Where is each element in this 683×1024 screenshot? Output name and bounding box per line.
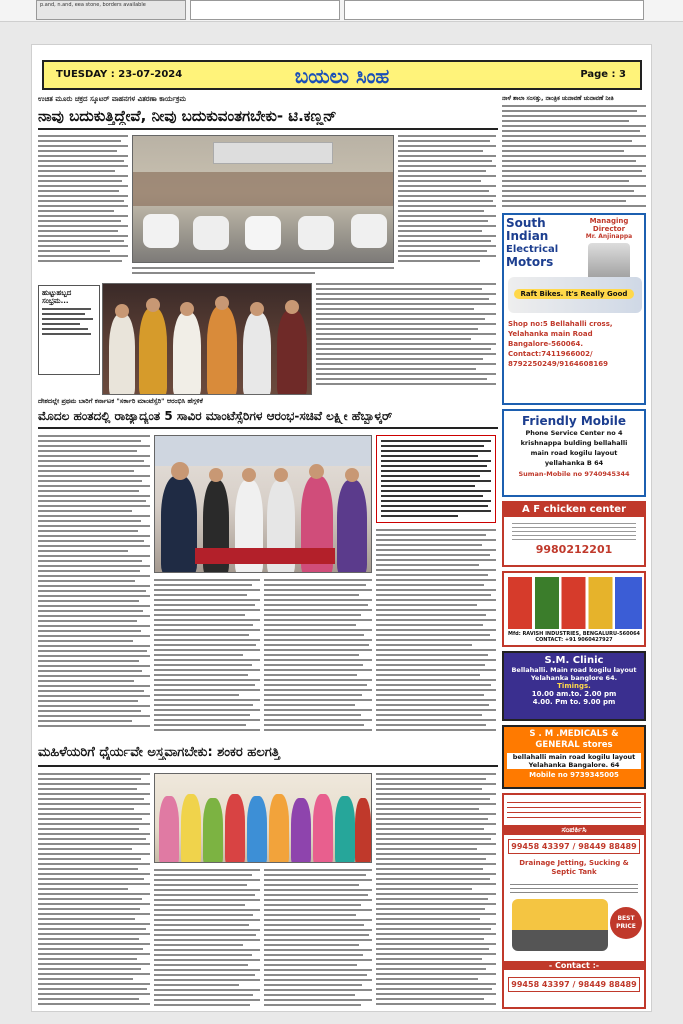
story1-kicker: ಉಚಿತ ಮೂರು ಚಕ್ರದ ಸ್ಕೂಟರ್ ವಾಹನಗಳ ವಿತರಣಾ ಕಾರ್ಯಕ್ರಮ	[38, 95, 187, 103]
story2-kicker: ದೇಶದಲ್ಲೇ ಪ್ರಥಮ ಬಾರಿಗೆ ಕರ್ನಾಟಕ "ಸರ್ಕಾರಿ ಮಾಂಟೆಸ್ಸೆರಿ" ಆರಂಭಿಸಿ ಹೆಗ್ಗಳಿಕೆ	[38, 397, 203, 405]
masthead	[42, 60, 642, 90]
strip-snippet: p.and, n.and, eea stone, borders available	[40, 2, 146, 8]
ad-medicals-mobile: Mobile no 9739345005	[529, 771, 619, 779]
ad-ravish-industries[interactable]	[502, 571, 646, 647]
newspaper-page	[31, 44, 652, 1012]
ad-mobile-contact: Suman-Mobile no 9740945344	[518, 470, 630, 478]
ad-drainage-contact-label-2: - Contact :-	[504, 961, 644, 970]
sidebar-body	[502, 105, 646, 215]
ad-chicken-center[interactable]	[502, 501, 646, 567]
ad-ravish-caption: Mfd: RAVISH INDUSTRIES, BENGALURU-560064 CONTACT: +91 9060427927	[507, 631, 641, 643]
ad-sie-name-2: Indian	[506, 229, 549, 243]
ad-sie-name-4: Motors	[506, 255, 554, 269]
ad-clinic-timing-1: 10.00 am.to. 2.00 pm	[531, 690, 617, 698]
story1-body-col3	[398, 135, 496, 270]
ad-sie-address-5: 8792250249/9164608169	[508, 360, 608, 368]
sidebar-kicker: ನಾಳೆ ಶಾಲಾ ಸಂಸತ್ತು, ನಾಂತ್ರಿಕ ಚುನಾವಣೆ ಚುನಾವಣೆ ನೀತಿ	[502, 95, 614, 102]
story3-body-col4	[376, 773, 496, 1009]
ad-sie-address-3: Bangalore-560064.	[508, 340, 583, 348]
ad-drainage-phone: 99458 43397 / 98449 88489	[508, 839, 640, 854]
ad-sie-name-1: South	[506, 216, 546, 230]
story3-body-col1	[38, 773, 150, 1009]
story3-photo-group	[154, 773, 372, 863]
ad-mobile-line-2: krishnappa bulding bellahalli	[520, 439, 628, 447]
ad-friendly-mobile[interactable]	[502, 409, 646, 497]
ad-sm-clinic[interactable]	[502, 651, 646, 721]
ad-drainage-service: Drainage Jetting, Sucking & Septic Tank	[519, 859, 629, 876]
strip-clip-left	[36, 0, 186, 20]
ad-chicken-details	[512, 520, 636, 540]
story2-highlight-box	[376, 435, 496, 523]
strip-clip-center	[190, 0, 340, 20]
ad-mobile-line-4: yellahanka B 64	[544, 459, 604, 467]
story1-rule	[38, 128, 498, 130]
story1-photo-scooters	[132, 135, 394, 263]
ad-mobile-name: Friendly Mobile	[522, 414, 626, 428]
story3-body-col2	[154, 869, 260, 1009]
masthead-title: ಬಯಲು ಸಿಂಹ	[294, 64, 390, 88]
ad-sie-address-1: Shop no:5 Bellahalli cross,	[508, 320, 613, 328]
story1-headline: ನಾವು ಬದುಕುತ್ತಿದ್ದೇವೆ, ನೀವು ಬದುಕುವಂತಗಬೇಕು- ಟಿ.ಕಣ್ಣನ್	[38, 107, 337, 125]
ad-chicken-phone: 9980212201	[535, 543, 613, 556]
ad-drainage-details	[510, 881, 638, 893]
top-strip	[0, 0, 683, 22]
caption-line-1: ಹುಟ್ಟುಹಬ್ಬದ	[42, 289, 72, 297]
ad-mobile-line-1: Phone Service Center no 4	[525, 429, 623, 437]
story3-headline: ಮಹಿಳೆಯರಿಗೆ ಧೈರ್ಯವೇ ಅಸ್ತ್ರವಾಗಬೇಕು: ಶಂಕರ ಹಲಗತ್ತಿ	[38, 745, 280, 760]
ad-drainage-services[interactable]	[502, 793, 646, 1009]
ad-medicals-address: bellahalli main road kogilu layout Yelahanka Bangalore. 64	[507, 753, 641, 769]
ad-drainage-truck	[512, 899, 608, 951]
ad-drainage-contact-label: ಸಂಪರ್ಕಿಸಿ	[504, 825, 644, 835]
ad-sie-md-name: Mr. Anjinappa	[585, 233, 633, 240]
ad-drainage-badge	[610, 907, 642, 939]
story2-body-col2	[154, 579, 260, 737]
ad-clinic-address: Bellahalli. Main road kogilu layout Yelahanka banglore 64.	[511, 666, 637, 682]
story2-photo-inauguration	[154, 435, 372, 573]
story3-rule	[38, 765, 498, 767]
ad-sie-name-3: Electrical	[506, 244, 559, 255]
birthday-caption-box	[38, 285, 100, 375]
ad-sie-md-label: Managing Director	[589, 217, 629, 233]
ad-clinic-name: S.M. Clinic	[544, 655, 604, 666]
story1-body-col4	[316, 283, 496, 393]
ad-mobile-line-3: main road kogilu layout	[530, 449, 618, 457]
story1-photo-birthday	[102, 283, 312, 395]
ad-clinic-timing-2: 4.00. Pm to. 9.00 pm	[532, 698, 616, 706]
ad-sie-tagline: Raft Bikes. It's Really Good	[514, 289, 634, 299]
story2-headline: ಮೊದಲ ಹಂತದಲ್ಲಿ ರಾಜ್ಯಾದ್ಯಂತ 5 ಸಾವಿರ ಮಾಂಟೆಸ್ಸೆರಿಗಳ ಆರಂಭ-ಸಚಿವೆ ಲಕ್ಷ್ಮೀ ಹೆಬ್ಬಾಳ್ಕರ್	[38, 409, 393, 423]
ad-sm-medicals[interactable]	[502, 725, 646, 789]
ad-medicals-name: S . M .MEDICALS & GENERAL stores	[529, 729, 619, 750]
ad-ravish-products	[508, 577, 642, 629]
masthead-page-number: Page : 3	[580, 69, 626, 80]
story2-body-col3	[264, 579, 372, 737]
story1-body-col1	[38, 135, 128, 270]
ad-sie-address-2: Yelahanka main Road	[508, 330, 593, 338]
ad-south-indian-electrical-motors[interactable]	[502, 213, 646, 405]
story3-body-col3	[264, 869, 372, 1009]
ad-clinic-timings-label: Timings.	[557, 682, 591, 690]
ad-sie-address-4: Contact:7411966002/	[508, 350, 593, 358]
story2-rule	[38, 427, 498, 429]
ad-drainage-badge-text: BEST PRICE	[616, 915, 636, 930]
story2-body-col4	[376, 529, 496, 739]
strip-clip-right	[344, 0, 644, 20]
ad-drainage-phone-2: 99458 43397 / 98449 88489	[508, 977, 640, 992]
ad-chicken-name: A F chicken center	[504, 503, 644, 517]
caption-line-2: ಸಂಭ್ರಮ...	[42, 297, 69, 305]
ad-drainage-header	[507, 798, 641, 820]
story1-body-under-photo	[132, 267, 394, 277]
masthead-date: TUESDAY : 23-07-2024	[56, 69, 183, 80]
story2-body-col1	[38, 435, 150, 735]
